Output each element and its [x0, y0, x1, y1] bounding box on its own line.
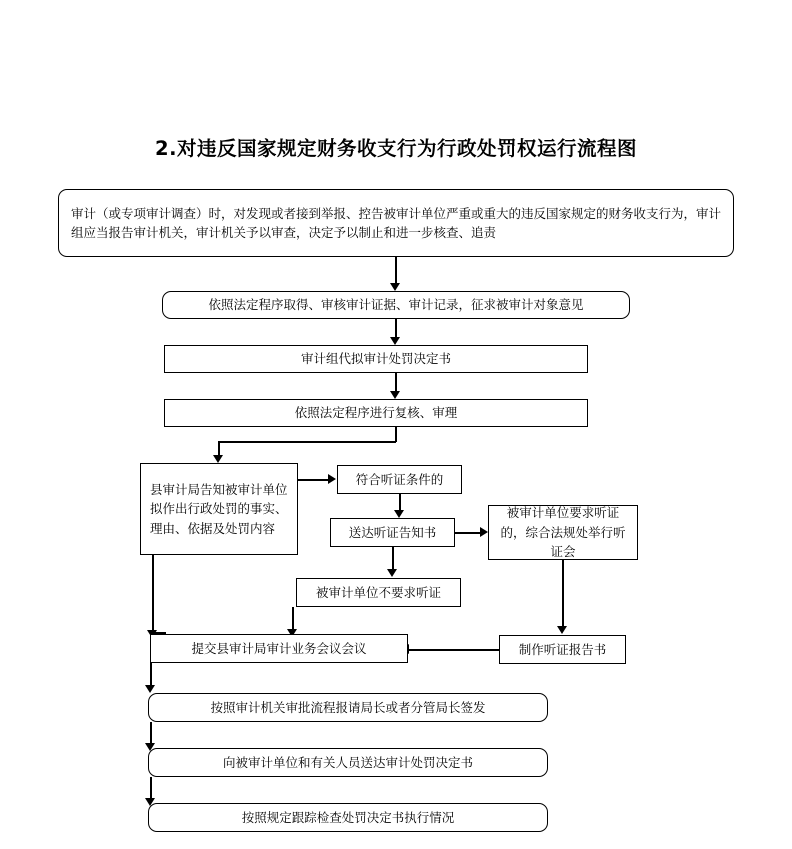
flow-node-hearing-condition-label: 符合听证条件的	[355, 471, 444, 487]
flow-node-evidence-label: 依照法定程序取得、审核审计证据、审计记录，征求被审计对象意见	[208, 297, 584, 313]
flow-node-hearing-meeting-label: 被审计单位要求听证的，综合法规处举行听证会	[500, 505, 626, 560]
connector-review-drop	[395, 427, 397, 442]
flow-node-audit-business-meeting-label: 提交县审计局审计业务会议会议	[191, 640, 367, 656]
flow-node-signoff	[148, 693, 548, 722]
flow-node-no-hearing-request-label: 被审计单位不要求听证	[315, 584, 441, 600]
arrowhead-evidence-to-draft	[390, 337, 400, 345]
page-title: 2.对违反国家规定财务收支行为行政处罚权运行流程图	[155, 137, 637, 160]
flow-node-followup-inspection-label: 按照规定跟踪检查处罚决定书执行情况	[241, 809, 455, 825]
arrowhead-notice-to-hearing-cond	[328, 474, 336, 484]
arrowhead-hearing-cond-to-notify	[394, 510, 404, 518]
flow-node-deliver-hearing-notice-label: 送达听证告知书	[348, 524, 437, 540]
arrowhead-hearing-meeting-to-report	[557, 626, 567, 634]
flow-node-followup-inspection	[148, 803, 548, 832]
flow-node-hearing-report	[499, 635, 626, 664]
arrowhead-notify-to-hearing-meeting	[480, 527, 488, 537]
connector-draft-to-review	[395, 373, 397, 393]
connector-notice-to-meeting-left	[152, 555, 154, 633]
flow-node-review	[164, 399, 588, 427]
flow-node-deliver-decision-label: 向被审计单位和有关人员送达审计处罚决定书	[222, 754, 473, 770]
flow-node-evidence	[162, 291, 630, 319]
connector-no-hearing-to-meeting	[292, 607, 294, 631]
connector-meeting-to-signoff	[150, 663, 152, 687]
flow-node-draft-decision	[164, 345, 588, 373]
flow-node-intro	[58, 189, 734, 257]
flow-node-draft-decision-label: 审计组代拟审计处罚决定书	[300, 351, 451, 367]
flow-node-notice-content-label: 县审计局告知被审计单位拟作出行政处罚的事实、理由、依据及处罚内容	[150, 481, 288, 536]
arrowhead-review-to-notice	[213, 455, 223, 463]
flow-node-hearing-condition	[337, 465, 462, 494]
connector-evidence-to-draft	[395, 319, 397, 339]
arrowhead-meeting-to-signoff	[145, 685, 155, 693]
flow-node-notice-content	[140, 463, 298, 555]
flow-node-no-hearing-request	[296, 578, 461, 607]
flow-node-deliver-hearing-notice	[330, 518, 455, 547]
connector-notify-to-hearing-meeting	[455, 532, 483, 534]
flow-node-review-label: 依照法定程序进行复核、审理	[294, 405, 458, 421]
connector-report-to-meeting	[408, 649, 500, 651]
connector-deliver-to-followup	[150, 777, 152, 800]
connector-review-across	[218, 441, 396, 443]
connector-signoff-to-deliver	[150, 722, 152, 745]
arrowhead-intro-to-evidence	[390, 283, 400, 291]
connector-hearing-meeting-to-report	[562, 560, 564, 628]
flow-node-audit-business-meeting	[150, 634, 408, 663]
flow-node-intro-label: 审计（或专项审计调查）时，对发现或者接到举报、控告被审计单位严重或重大的违反国家规定的财务收支行为，审计组应当报告审计机关，审计机关予以审查，决定予以制止和进一步核查、追责	[71, 205, 722, 240]
flow-node-hearing-meeting	[488, 505, 638, 560]
flow-node-hearing-report-label: 制作听证报告书	[518, 641, 607, 657]
arrowhead-draft-to-review	[390, 391, 400, 399]
connector-intro-to-evidence	[395, 257, 397, 285]
flow-node-deliver-decision	[148, 748, 548, 777]
arrowhead-notify-to-no-hearing	[387, 569, 397, 577]
flow-node-signoff-label: 按照审计机关审批流程报请局长或者分管局长签发	[210, 699, 486, 715]
connector-notice-to-hearing-cond	[298, 479, 330, 481]
connector-notify-to-no-hearing	[392, 547, 394, 571]
